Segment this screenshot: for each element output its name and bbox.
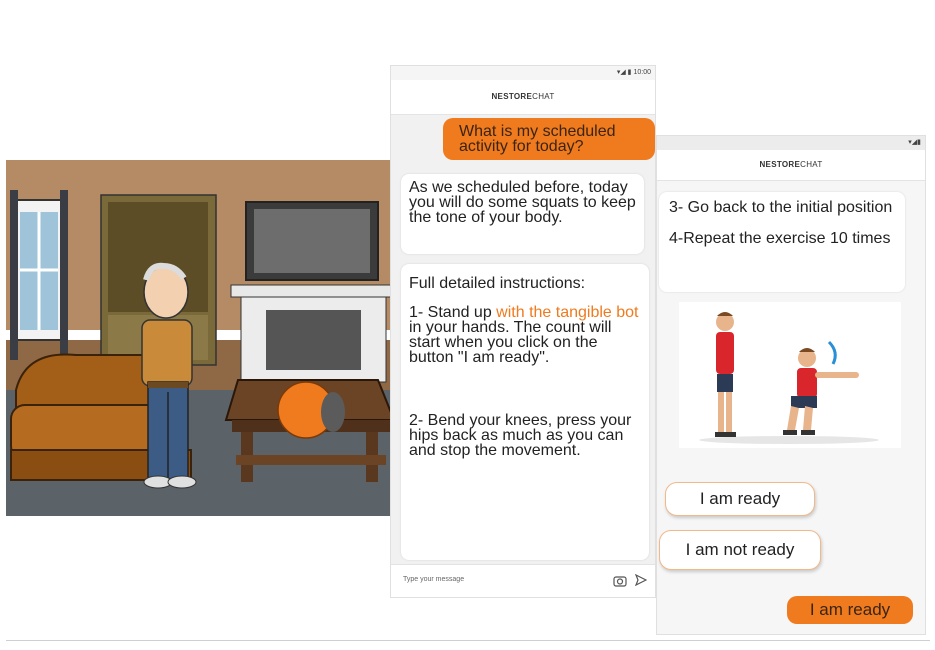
chat-phone-screen-2 xyxy=(656,135,926,635)
status-bar: ▾◢ ▮ 10:00 xyxy=(391,66,655,80)
user-reply-bubble xyxy=(787,596,913,624)
divider-line xyxy=(6,640,930,641)
brand-name-bold: NESTORE xyxy=(491,92,533,101)
bot-message-text: As we scheduled before, today you will do some squats to keep the tone of your body. xyxy=(409,179,636,226)
brand-name-light: CHAT xyxy=(532,92,555,101)
instruction-step-3: 3- Go back to the initial position xyxy=(669,199,893,216)
step1-prefix: 1- Stand up xyxy=(409,304,497,321)
camera-icon[interactable] xyxy=(613,574,627,588)
message-input[interactable]: Type your message xyxy=(403,576,465,583)
instructions-bubble xyxy=(401,264,649,560)
chat-header xyxy=(657,150,925,181)
instructions-heading: Full detailed instructions: xyxy=(409,275,586,292)
bot-message-bubble xyxy=(401,174,644,254)
send-icon[interactable] xyxy=(635,574,647,586)
message-input-bar[interactable] xyxy=(391,564,655,597)
user-message-bubble xyxy=(443,118,655,160)
bot-steps-bubble xyxy=(659,192,905,292)
i-am-not-ready-button[interactable]: I am not ready xyxy=(659,530,821,570)
squat-exercise-image xyxy=(679,302,901,448)
brand-name-bold: NESTORE xyxy=(759,160,801,169)
living-room-illustration xyxy=(6,160,396,516)
step1-suffix: in your hands. The count will start when you click on the button "I am ready". xyxy=(409,319,612,366)
instruction-step-2: 2- Bend your knees, press your hips back as much as you can and stop the movement. xyxy=(409,412,632,459)
user-reply-text: I am ready xyxy=(809,600,891,619)
status-bar: ▾◢▮ xyxy=(657,136,925,150)
user-message-text: What is my scheduled activity for today? xyxy=(459,123,616,155)
brand-name-light: CHAT xyxy=(800,160,823,169)
instruction-step-4: 4-Repeat the exercise 10 times xyxy=(669,230,891,247)
i-am-ready-button[interactable]: I am ready xyxy=(665,482,815,516)
chat-header xyxy=(391,80,655,115)
tangible-bot-highlight: with the tangible bot xyxy=(496,304,639,321)
instruction-step-1 xyxy=(409,305,641,365)
chat-phone-screen-1 xyxy=(390,65,656,598)
